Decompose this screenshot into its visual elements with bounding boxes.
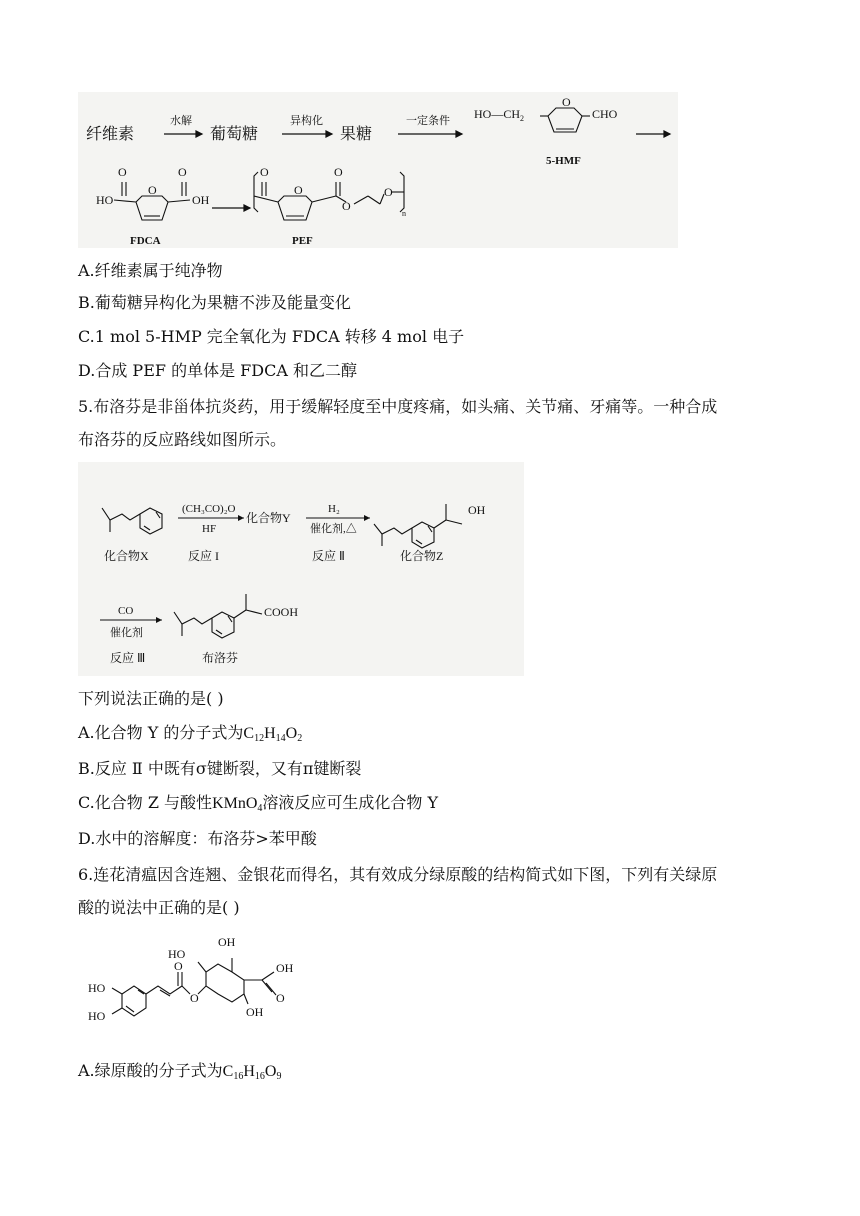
cooh-group: COOH (264, 605, 299, 619)
compound-x-label: 化合物X (104, 549, 149, 563)
hmf-aldehyde: CHO (592, 107, 618, 121)
oh-group: OH (468, 503, 486, 517)
condition-catalyst-heat: 催化剂,△ (310, 523, 357, 535)
oh-top: OH (218, 935, 236, 949)
q5-option-d: D.水中的溶解度：布洛芬>苯甲酸 (78, 829, 317, 848)
q5-stem-line2: 布洛芬的反应路线如图所示。 (78, 430, 287, 449)
hmf-ring-oxygen: O (562, 95, 571, 109)
pef-synthesis-figure (78, 92, 678, 248)
compound-z-structure (374, 504, 462, 548)
fdca-ho: HO (96, 193, 114, 207)
arrow-head-icon (664, 131, 670, 137)
pef-carbonyl-o2: O (334, 165, 343, 179)
pef-repeat-n: n (402, 209, 406, 218)
hmf-name: 5-HMF (546, 155, 581, 167)
pef-ring-o: O (294, 183, 303, 197)
arrow-head-icon (456, 131, 462, 137)
pef-structure (254, 172, 404, 220)
chlorogenic-acid-figure (78, 928, 318, 1034)
q6-option-a: A.绿原酸的分子式为$C_{16}H_{16}O_9$ (78, 1061, 282, 1082)
q5-option-c: C.化合物 Z 与酸性KMnO$_4$溶液反应可生成化合物 Y (78, 793, 439, 814)
fdca-ring-o: O (148, 183, 157, 197)
compound-y-label: 化合物Y (246, 511, 291, 525)
arrow-head-icon (364, 515, 370, 521)
q4-option-a: A.纤维素属于纯净物 (78, 261, 223, 280)
ibuprofen-synthesis-figure (78, 462, 524, 676)
q5-option-a: A.化合物 Y 的分子式为$C_{12}H_{14}O_2$ (78, 723, 303, 744)
hmf-left-group: $HO—CH_2$ (474, 107, 525, 123)
cellulose-label: 纤维素 (86, 124, 135, 143)
glucose-label: 葡萄糖 (210, 124, 259, 143)
arrow-head-icon (156, 617, 162, 623)
arrow-head-icon (244, 205, 250, 211)
q5-option-b: B.反应 Ⅱ 中既有σ键断裂，又有π键断裂 (78, 759, 362, 778)
arrow-head-icon (238, 515, 244, 521)
ester-o: O (190, 991, 199, 1005)
q5-stem-line1: 5.布洛芬是非甾体抗炎药，用于缓解轻度至中度疼痛，如头痛、关节痛、牙痛等。一种合成 (78, 397, 718, 416)
compound-x-structure (102, 508, 162, 534)
pef-synthesis-scheme (78, 92, 678, 248)
reaction-3-label: 反应 Ⅲ (110, 651, 146, 665)
fdca-name: FDCA (130, 235, 161, 247)
q4-option-c: C.1 mol 5-HMP 完全氧化为 FDCA 转移 4 mol 电子 (78, 327, 465, 346)
reagent-co: CO (118, 605, 134, 617)
q5-question: 下列说法正确的是( ) (78, 689, 224, 708)
arrow-head-icon (326, 131, 332, 137)
ho-catechol-top: HO (88, 981, 106, 995)
chlorogenic-acid-structure (78, 928, 318, 1034)
formula-chlorogenic-acid: $C_{16}H_{16}O_9$ (222, 1063, 282, 1082)
condition-hf: HF (202, 523, 217, 535)
q4-option-b: B.葡萄糖异构化为果糖不涉及能量变化 (78, 293, 351, 312)
fdca-oh: OH (192, 193, 210, 207)
ho-catechol-bottom: HO (88, 1009, 106, 1023)
ibuprofen-structure (174, 594, 262, 638)
arrow-head-icon (196, 131, 202, 137)
q6-stem-line1: 6.连花清瘟因含连翘、金银花而得名，其有效成分绿原酸的结构简式如下图，下列有关绿原 (78, 865, 718, 884)
q6-stem-line2: 酸的说法中正确的是( ) (78, 898, 240, 917)
carbonyl-o: O (174, 959, 183, 973)
acid-oh: OH (276, 961, 294, 975)
reaction-2-label: 反应 Ⅱ (312, 549, 345, 563)
pef-ester-o: O (342, 199, 351, 213)
acid-o: O (276, 991, 285, 1005)
q4-option-d: D.合成 PEF 的单体是 FDCA 和乙二醇 (78, 361, 357, 380)
formula-kmno4: KMnO$_4$ (212, 795, 263, 814)
pef-carbonyl-o1: O (260, 165, 269, 179)
condition-label: 一定条件 (406, 114, 450, 127)
hydrolysis-label: 水解 (170, 114, 192, 127)
fdca-carbonyl-o2: O (178, 165, 187, 179)
fdca-carbonyl-o1: O (118, 165, 127, 179)
reaction-1-label: 反应 I (188, 549, 219, 563)
compound-z-label: 化合物Z (400, 549, 444, 563)
fructose-label: 果糖 (340, 124, 373, 143)
ibuprofen-synthesis-scheme (78, 462, 524, 676)
reagent-h2: H₂ (328, 503, 340, 515)
pef-name: PEF (292, 235, 313, 247)
condition-catalyst: 催化剂 (110, 627, 143, 639)
reagent-acetic-anhydride: (CH₃CO)₂O (182, 503, 236, 515)
pef-ether-o: O (384, 185, 393, 199)
ring-oh: OH (246, 1005, 264, 1019)
ibuprofen-label: 布洛芬 (202, 651, 239, 665)
hmf-furan-ring (540, 108, 590, 132)
ho-top-left: HO (168, 947, 186, 961)
formula-y: $C_{12}H_{14}O_2$ (243, 725, 303, 744)
isomerization-label: 异构化 (290, 114, 323, 127)
